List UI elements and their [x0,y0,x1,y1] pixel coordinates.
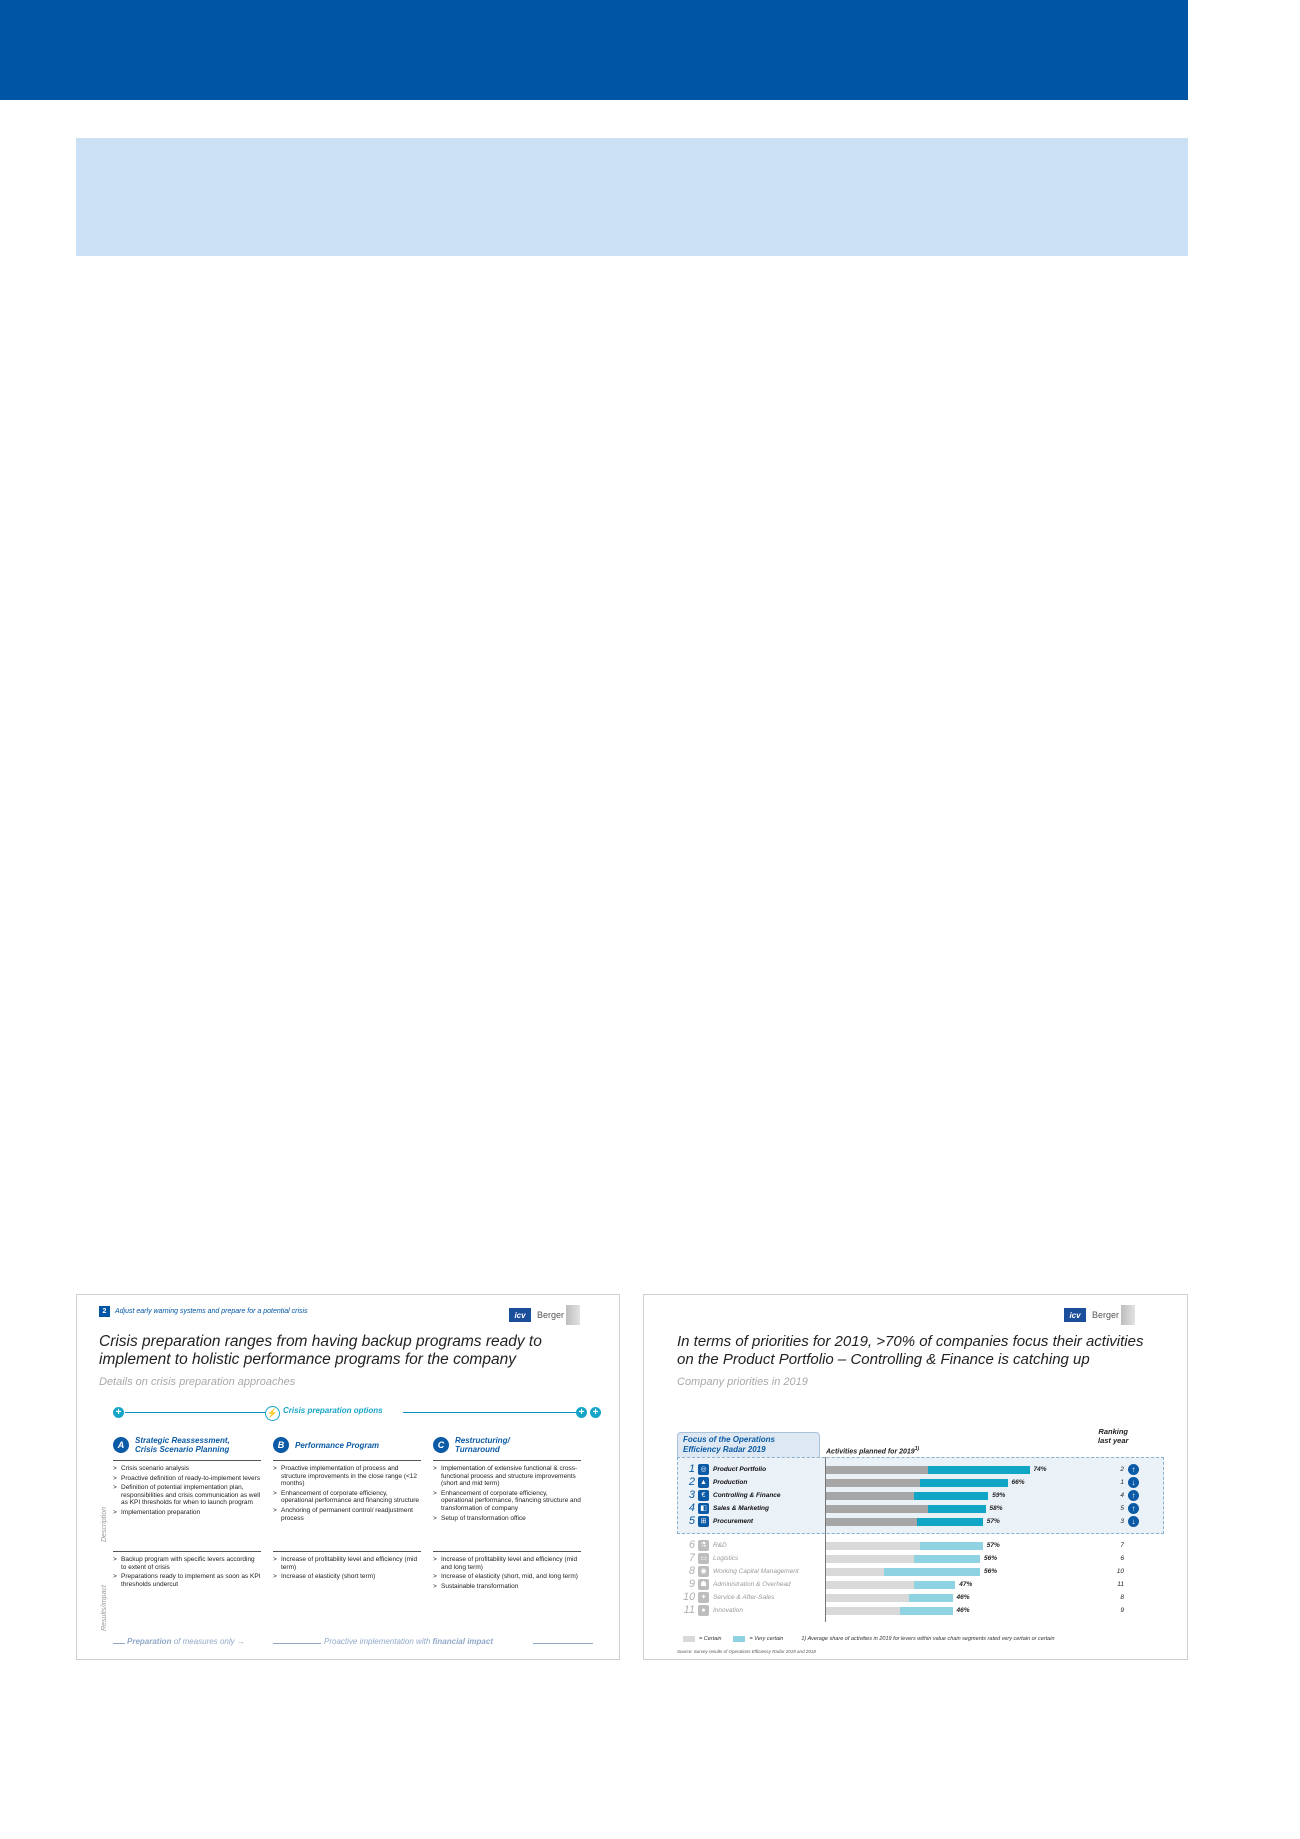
priority-row [677,1591,1164,1604]
category-label: Procurement [713,1518,754,1525]
lightning-icon: ⚡ [265,1406,280,1421]
last-year-rank: 6 [1120,1555,1124,1562]
rank-number: 1 [688,1463,695,1475]
legend-swatch-certain [683,1636,695,1642]
footnote: 1) Average share of activities in 2019 for levers within value chain segments rated very certain or certain [801,1636,1055,1642]
data-label: 46% [956,1594,970,1601]
cart-icon: ⊞ [698,1516,709,1527]
list-item: > Increase of profitability level and efficiency (mid and long term) [433,1556,581,1571]
last-year-rank: 7 [1120,1542,1124,1549]
priority-row [677,1515,1164,1528]
column-header: B Performance Program [273,1433,421,1461]
last-year-rank: 11 [1117,1581,1124,1588]
slide-subtitle: Company priorities in 2019 [677,1376,808,1388]
data-label: 57% [986,1518,1000,1525]
plus-icon: + [590,1407,601,1418]
data-label: 56% [984,1555,998,1562]
bar-very-certain [914,1581,955,1589]
list-item: > Increase of profitability level and efficiency (mid term) [273,1556,421,1571]
legend-certain: = Certain [699,1636,722,1642]
list-item: > Proactive implementation of process and structure improvements in the close range (<12 months) [273,1465,421,1488]
priority-row [677,1502,1164,1515]
bar-certain [826,1555,914,1563]
arrow-down-icon: ↓ [1128,1516,1139,1527]
side-label-results: Results/impact [101,1585,108,1631]
top-header-bar [0,0,1188,100]
slide-title: Crisis preparation ranges from having backup programs ready to implement to holistic performance programs for the company [99,1333,542,1368]
priority-row [677,1463,1164,1476]
rank-number: 4 [688,1502,695,1514]
bar-certain [826,1568,884,1576]
priority-row [677,1476,1164,1489]
data-label: 66% [1011,1479,1025,1486]
rank-number: 8 [688,1565,695,1577]
bar-certain [826,1607,900,1615]
category-label: Production [713,1479,748,1486]
bar-certain [826,1505,928,1513]
results-list [273,1556,421,1581]
roland-berger-logo: Berger [1092,1305,1135,1325]
bar-certain [826,1479,920,1487]
roland-berger-logo: Berger [537,1305,580,1325]
rank-number: 6 [688,1539,695,1551]
data-label: 46% [956,1607,970,1614]
column-letter: C [433,1437,449,1453]
slide-title: In terms of priorities for 2019, >70% of companies focus their activities on the Product Portfolio – Controlling & Finance is catching up [677,1333,1144,1368]
bar-very-certain [914,1555,980,1563]
category-label: Controlling & Finance [713,1492,781,1499]
focus-box: Focus of the Operations Efficiency Radar 2019 [677,1432,820,1457]
list-item: > Implementation preparation [113,1509,261,1517]
column-c [433,1433,581,1592]
plus-icon: + [113,1407,124,1418]
logos [509,1305,580,1325]
column-a [113,1433,261,1590]
last-year-rank: 4 [1120,1492,1124,1499]
list-item: > Proactive definition of ready-to-implement levers [113,1475,261,1483]
data-label: 56% [984,1568,998,1575]
last-year-rank: 1 [1120,1479,1124,1486]
people-icon: ☗ [698,1579,709,1590]
wrench-icon: ✦ [698,1592,709,1603]
bar-very-certain [917,1518,983,1526]
list-item: > Implementation of extensive functional & cross-functional process and structure improvements (short and mid term) [433,1465,581,1488]
priority-row [677,1578,1164,1591]
list-item: > Anchoring of permanent control/ readjustment process [273,1507,421,1522]
bar-certain [826,1594,909,1602]
bar-certain [826,1518,917,1526]
rank-number: 10 [683,1591,696,1603]
category-label: Innovation [713,1607,743,1614]
arrow-down-icon: ↓ [1128,1477,1139,1488]
list-item: > Enhancement of corporate efficiency, operational performance and financing structure [273,1490,421,1505]
factory-icon: ▲ [698,1477,709,1488]
bar-certain [826,1542,920,1550]
data-label: 59% [992,1492,1006,1499]
bar-certain [826,1581,914,1589]
results-list [113,1556,261,1588]
chart-legend [683,1636,1055,1642]
slide-header [99,1306,308,1317]
implementation-label: Proactive implementation with financial impact [324,1637,493,1646]
rank-number: 3 [688,1489,695,1501]
data-label: 57% [986,1542,1000,1549]
bar-very-certain [928,1505,986,1513]
source-note: Source: Survey results of Operations Efficiency Radar 2019 and 2018 [677,1649,816,1654]
description-list [273,1465,421,1552]
rank-number: 7 [688,1552,695,1564]
bar-certain [826,1466,928,1474]
rank-number: 5 [688,1515,695,1527]
list-item: > Setup of transformation office [433,1515,581,1523]
column-letter: B [273,1437,289,1453]
finance-icon: € [698,1490,709,1501]
results-list [433,1556,581,1590]
portfolio-icon: ◎ [698,1464,709,1475]
light-blue-band [76,138,1188,256]
side-label-description: Description [101,1506,108,1542]
priority-row [677,1489,1164,1502]
bar-very-certain [900,1607,952,1615]
rank-number: 11 [683,1604,695,1616]
category-label: Logistics [713,1555,739,1562]
priority-row [677,1604,1164,1617]
category-label: R&D [713,1542,727,1549]
list-item: > Enhancement of corporate efficiency, operational performance, financing structure and transformation of company [433,1490,581,1513]
list-item: > Increase of elasticity (short, mid, and long term) [433,1573,581,1581]
preparation-label: Preparation of measures only → [127,1637,245,1646]
description-list [433,1465,581,1552]
activities-label: Activities planned for 2019$^{1)}$ [826,1446,920,1456]
category-label: Service & After-Sales [713,1594,775,1601]
ranking-header: Ranking last year [1098,1427,1129,1445]
bar-certain [826,1492,914,1500]
last-year-rank: 5 [1120,1505,1124,1512]
slide-crisis-preparation [76,1294,620,1660]
arrow-up-icon: ↑ [1128,1464,1139,1475]
bar-very-certain [914,1492,988,1500]
list-item: > Crisis scenario analysis [113,1465,261,1473]
category-label: Sales & Marketing [713,1505,769,1512]
column-header: A Strategic Reassessment, Crisis Scenario Planning [113,1433,261,1461]
category-label: Administration & Overhead [713,1581,791,1588]
options-label: Crisis preparation options [280,1406,386,1415]
legend-very-certain: = Very certain [749,1636,784,1642]
list-item: > Preparations ready to implement as soon as KPI thresholds undercut [113,1573,261,1588]
bar-very-certain [920,1542,983,1550]
bottom-arrow-row [113,1637,603,1649]
list-item: > Backup program with specific levers according to extent of crisis [113,1556,261,1571]
priority-row [677,1539,1164,1552]
flask-icon: ⚗ [698,1540,709,1551]
arrow-up-icon: ↑ [1128,1490,1139,1501]
bar-very-certain [884,1568,980,1576]
bar-very-certain [909,1594,953,1602]
last-year-rank: 10 [1116,1568,1124,1575]
bar-very-certain [920,1479,1008,1487]
sales-icon: ◧ [698,1503,709,1514]
options-arrow-row [113,1406,603,1420]
rank-number: 2 [688,1476,695,1488]
slide-subtitle: Details on crisis preparation approaches [99,1376,296,1388]
last-year-rank: 2 [1120,1466,1124,1473]
icv-logo: icv [509,1308,531,1322]
last-year-rank: 3 [1120,1518,1124,1525]
bulb-icon: ● [698,1605,709,1616]
bar-very-certain [928,1466,1030,1474]
coins-icon: ◉ [698,1566,709,1577]
last-year-rank: 8 [1120,1594,1124,1601]
plus-icon: + [576,1407,587,1418]
column-b [273,1433,421,1583]
icv-logo: icv [1064,1308,1086,1322]
column-letter: A [113,1437,129,1453]
legend-swatch-very-certain [733,1636,745,1642]
data-label: 74% [1033,1466,1047,1473]
data-label: 47% [959,1581,973,1588]
section-title: Adjust early warning systems and prepare for a potential crisis [115,1308,308,1315]
list-item: > Increase of elasticity (short term) [273,1573,421,1581]
column-header: C Restructuring/ Turnaround [433,1433,581,1461]
description-list [113,1465,261,1552]
truck-icon: ▭ [698,1553,709,1564]
category-label: Product Portfolio [713,1466,767,1473]
list-item: > Sustainable transformation [433,1583,581,1591]
priority-row [677,1552,1164,1565]
logos [1064,1305,1135,1325]
rank-number: 9 [688,1578,695,1590]
category-label: Working Capital Management [713,1568,799,1575]
data-label: 58% [989,1505,1003,1512]
arrow-up-icon: ↑ [1128,1503,1139,1514]
list-item: > Definition of potential implementation plan, responsibilities and crisis communication as well as KPI thresholds for when to launch program [113,1484,261,1507]
section-number: 2 [99,1306,110,1317]
slide-company-priorities [643,1294,1188,1660]
priority-row [677,1565,1164,1578]
last-year-rank: 9 [1120,1607,1124,1614]
